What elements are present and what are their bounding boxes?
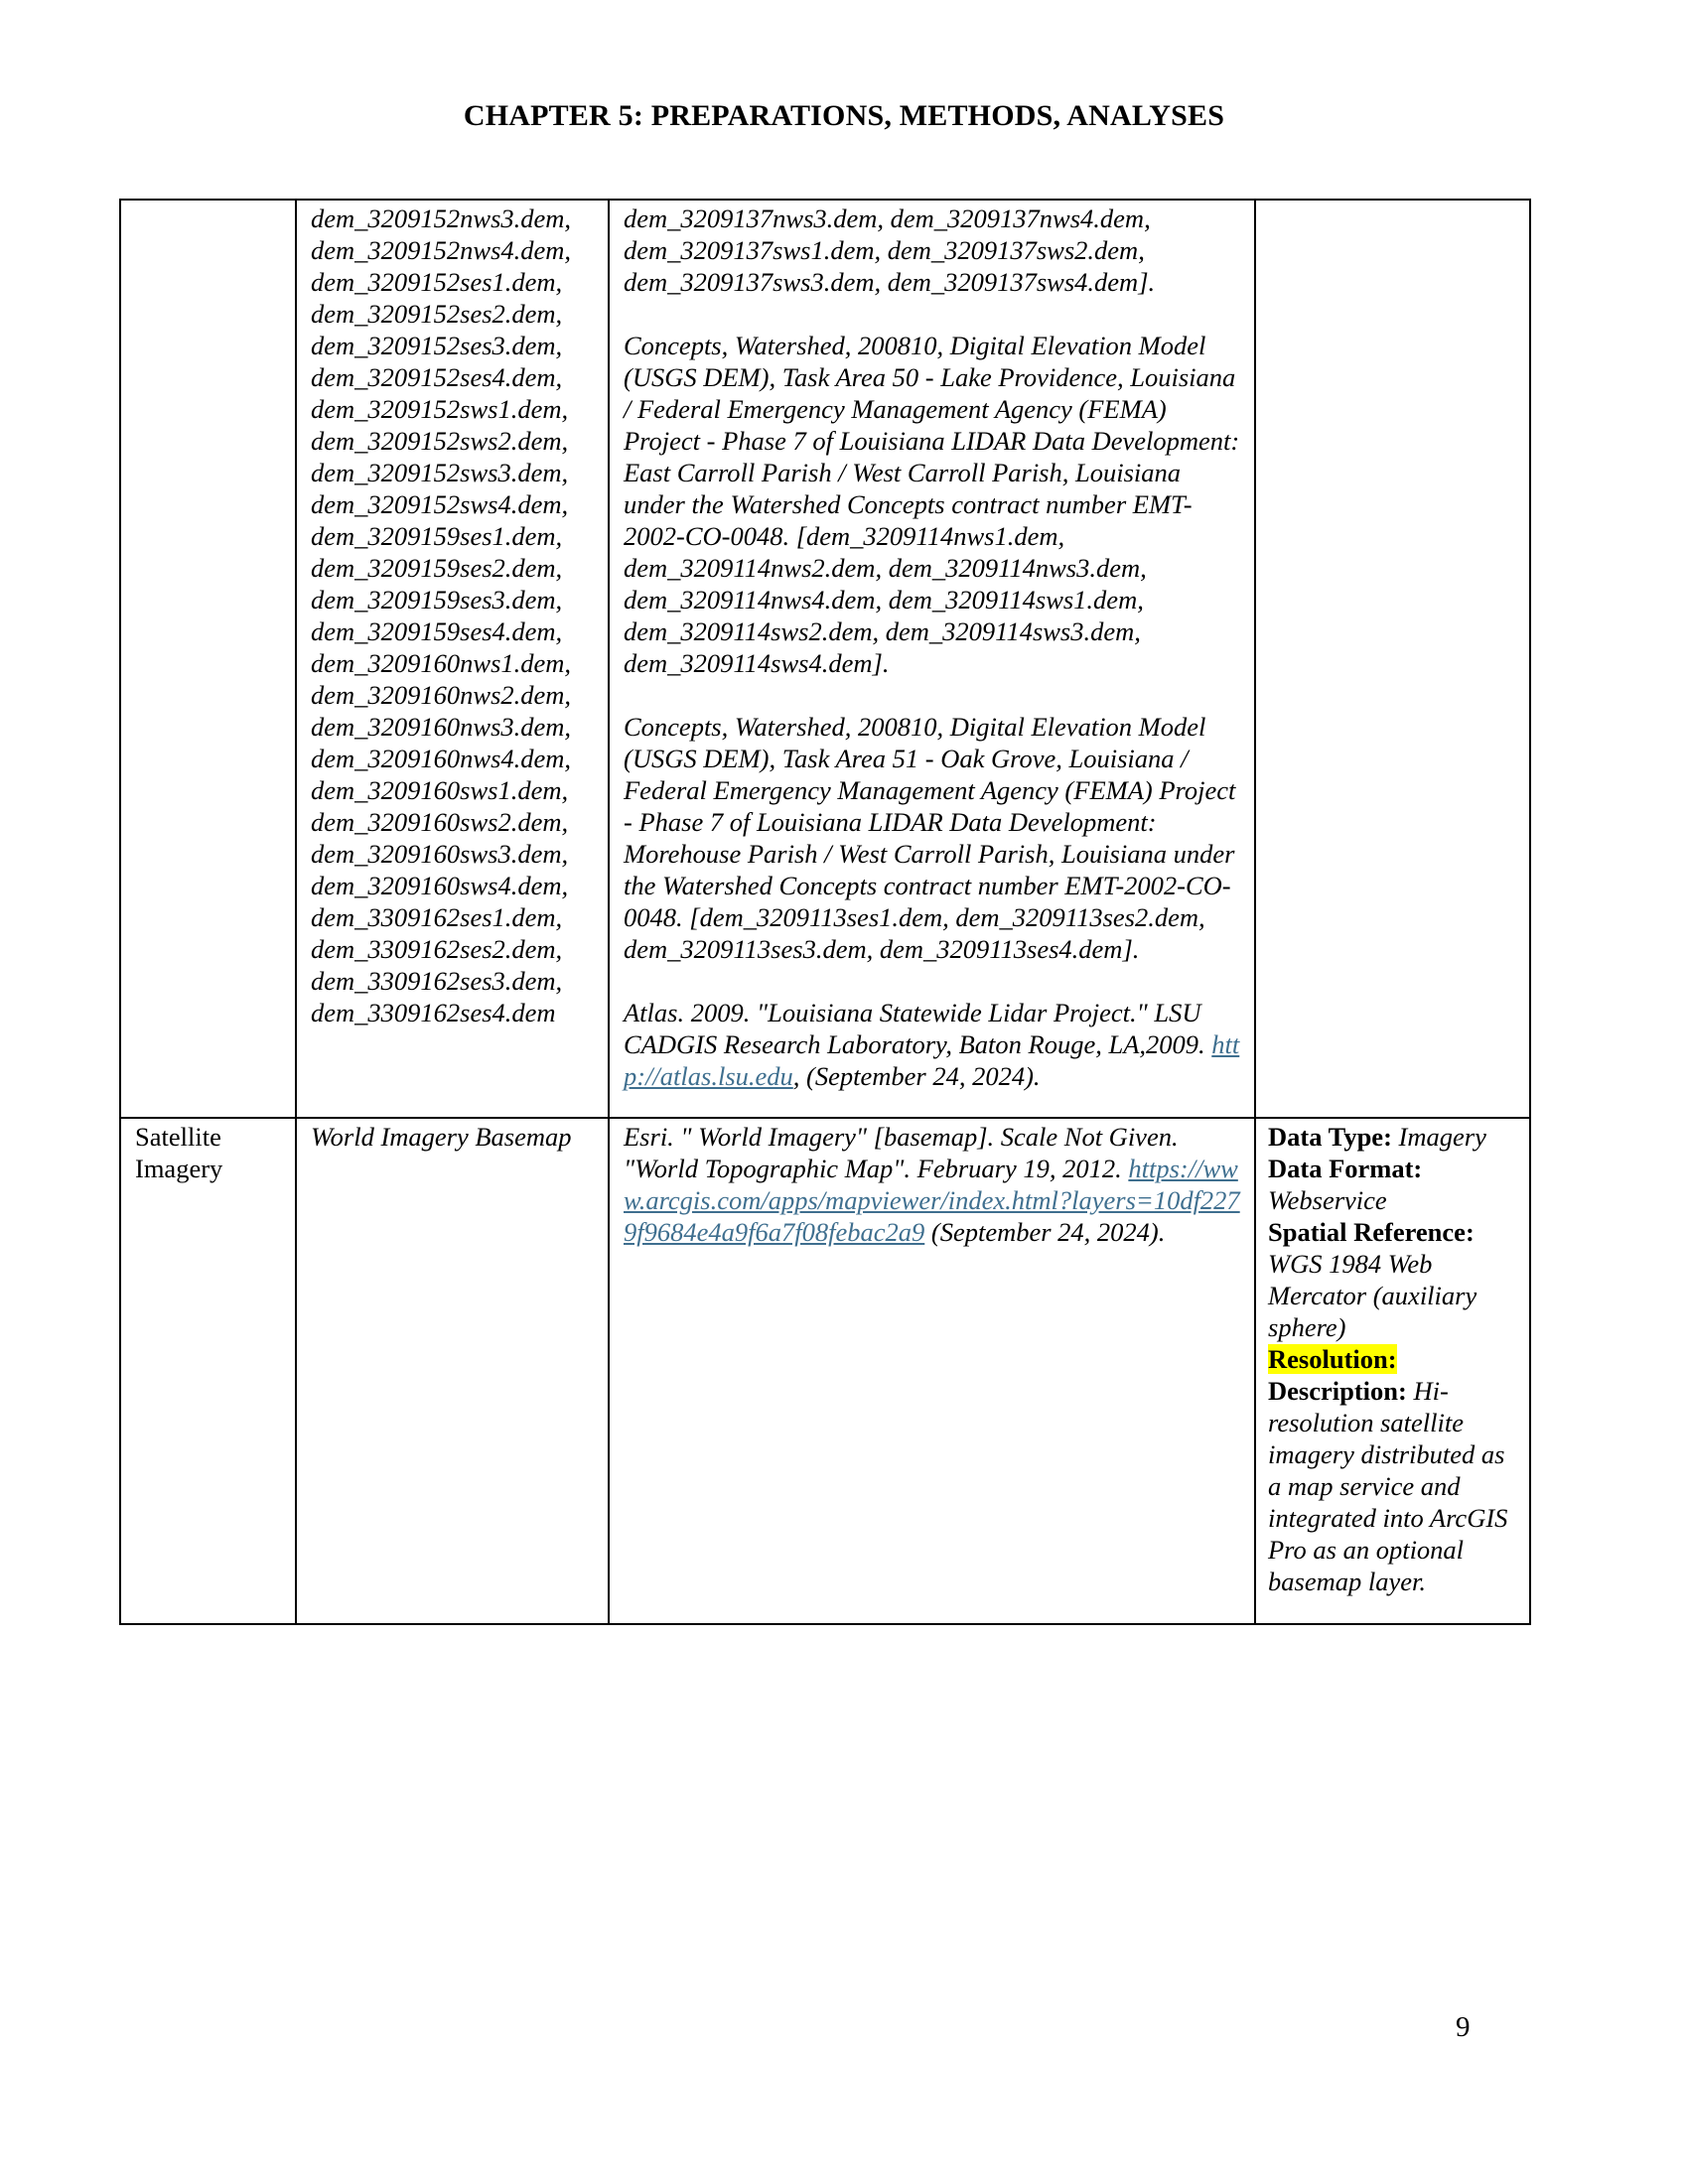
page-number: 9 [1456,2011,1471,2043]
arcgis-link[interactable]: https://www.arcgis.com/apps/mapviewer/index.html?layers=10df2279f9684e4a9f6a7f08febac2a9 [624,1154,1240,1247]
metadata-cell [1255,1118,1530,1624]
citation-paragraph: dem_3209137nws3.dem, dem_3209137nws4.dem, dem_3209137sws1.dem, dem_3209137sws2.dem, dem_3209137sws3.dem, dem_3209137sws4.dem]. [624,204,1156,297]
dem-file-item: dem_3209152ses4.dem, [311,362,563,392]
spatial-reference-value: WGS 1984 Web Mercator (auxiliary sphere) [1268,1249,1477,1342]
citation-text: Atlas. 2009. "Louisiana Statewide Lidar Project." LSU CADGIS Research Laboratory, Baton Rouge, LA,2009. [624,998,1205,1059]
citation-cell [609,1118,1255,1624]
dem-file-item: dem_3209159ses4.dem, [311,616,563,646]
table-row [120,1118,1530,1624]
data-type-label: Data Type: [1268,1122,1392,1152]
data-format-value: Webservice [1268,1185,1387,1215]
citation-date: , (September 24, 2024). [792,1061,1041,1091]
dem-file-item: dem_3209160nws1.dem, [311,648,572,678]
dem-file-item: dem_3209152sws2.dem, [311,426,569,456]
dem-file-item: dem_3209152sws3.dem, [311,458,569,487]
dem-file-item: dem_3209160sws1.dem, [311,775,569,805]
data-format-label: Data Format: [1268,1154,1423,1183]
dem-file-item: dem_3209160sws3.dem, [311,839,569,869]
dataset-name-cell: World Imagery Basemap [296,1118,609,1624]
page-title: CHAPTER 5: PREPARATIONS, METHODS, ANALYSES [463,99,1225,132]
description-label: Description: [1268,1376,1407,1406]
dem-file-item: dem_3209159ses1.dem, [311,521,563,551]
spatial-reference-label: Spatial Reference: [1268,1217,1475,1247]
dem-file-item: dem_3309162ses2.dem, [311,934,563,964]
citation-cell [609,200,1255,1118]
dem-file-item: dem_3209160sws2.dem, [311,807,569,837]
description-value: Hi-resolution satellite imagery distributed as a map service and integrated into ArcGIS Pro as an optional basemap layer. [1268,1376,1508,1596]
dem-file-item: dem_3309162ses4.dem [311,998,556,1027]
data-type-value: Imagery [1391,1122,1486,1152]
data-sources-table [119,199,1531,1625]
dataset-files-cell [296,200,609,1118]
table-row [120,200,1530,1118]
dem-file-item: dem_3209152sws1.dem, [311,394,569,424]
dem-file-item: dem_3209159ses2.dem, [311,553,563,583]
dem-file-item: dem_3209160sws4.dem, [311,871,569,900]
dem-file-item: dem_3209160nws3.dem, [311,712,572,742]
dem-file-item: dem_3209152sws4.dem, [311,489,569,519]
layer-name-cell [120,200,296,1118]
dem-file-list [311,203,596,1028]
citation-paragraph: Concepts, Watershed, 200810, Digital Elevation Model (USGS DEM), Task Area 50 - Lake Providence, Louisiana / Federal Emergency Management Agency (FEMA) Project - Phase 7 of Louisiana LIDAR Data Development: East Carroll Parish / West Carroll Parish, Louisiana under the Watershed Concepts contract number EMT-2002-CO-0048. [dem_3209114nws1.dem, dem_3209114nws2.dem, dem_3209114nws3.dem, dem_3209114nws4.dem, dem_3209114sws1.dem, dem_3209114sws2.dem, dem_3209114sws3.dem, dem_3209114sws4.dem]. [624,331,1240,678]
citation-text: Esri. " World Imagery" [basemap]. Scale Not Given. "World Topographic Map". February 19, 2012. [624,1122,1179,1183]
dem-file-item: dem_3209160nws4.dem, [311,744,572,773]
dem-file-item: dem_3209152ses2.dem, [311,299,563,329]
citation-paragraph [624,997,1242,1092]
atlas-link[interactable]: http://atlas.lsu.edu [624,1029,1240,1091]
dem-file-item: dem_3209152ses3.dem, [311,331,563,360]
dem-file-item: dem_3309162ses1.dem, [311,902,563,932]
dem-file-item: dem_3209152ses1.dem, [311,267,563,297]
citation-date: (September 24, 2024). [924,1217,1166,1247]
dem-file-item: dem_3209159ses3.dem, [311,585,563,614]
dem-file-item: dem_3309162ses3.dem, [311,966,563,996]
dem-file-item: dem_3209152nws3.dem, [311,204,572,233]
resolution-label: Resolution: [1268,1344,1397,1374]
layer-name-cell: Satellite Imagery [120,1118,296,1624]
dem-file-item: dem_3209152nws4.dem, [311,235,572,265]
metadata-cell [1255,200,1530,1118]
citation-paragraph: Concepts, Watershed, 200810, Digital Elevation Model (USGS DEM), Task Area 51 - Oak Grove, Louisiana / Federal Emergency Management Agency (FEMA) Project - Phase 7 of Louisiana LIDAR Data Development: Morehouse Parish / West Carroll Parish, Louisiana under the Watershed Concepts contract number EMT-2002-CO-0048. [dem_3209113ses1.dem, dem_3209113ses2.dem, dem_3209113ses3.dem, dem_3209113ses4.dem]. [624,712,1236,964]
dem-file-item: dem_3209160nws2.dem, [311,680,572,710]
